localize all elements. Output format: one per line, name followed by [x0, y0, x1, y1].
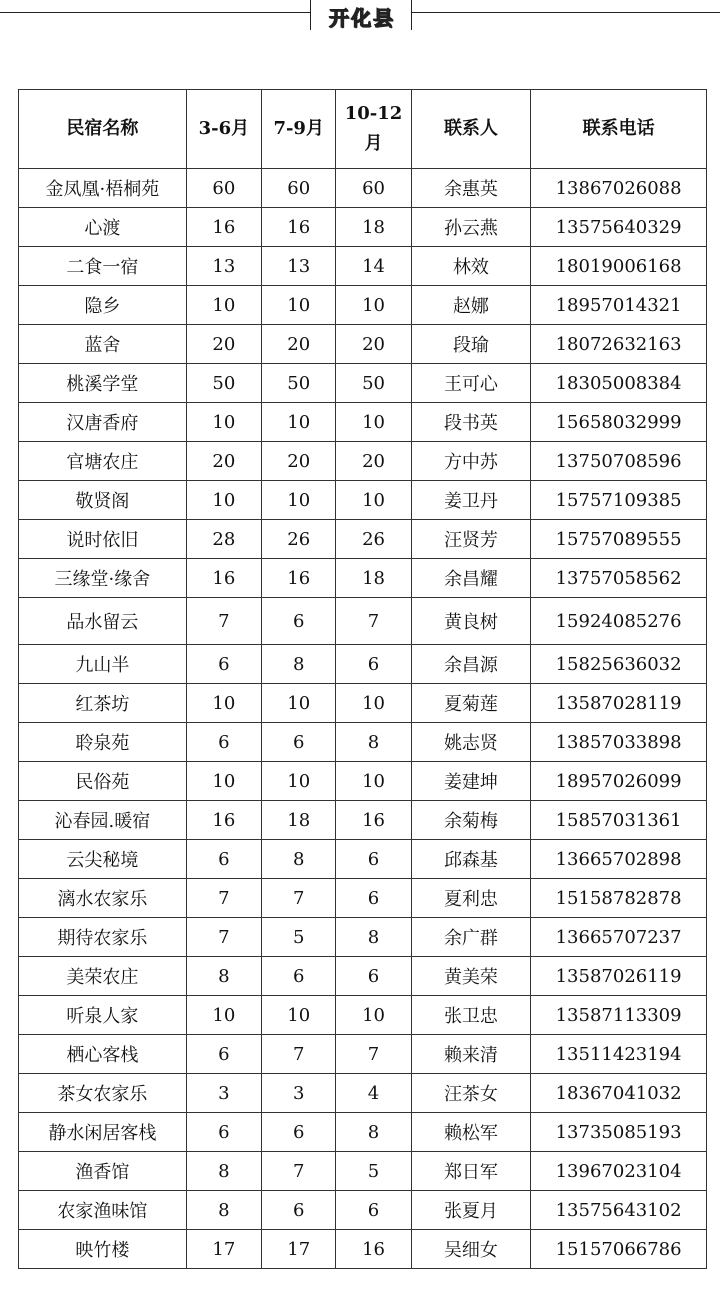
cell-contact: 吴细女: [411, 1230, 531, 1269]
cell-name: 农家渔味馆: [19, 1191, 187, 1230]
table-row: [19, 208, 707, 247]
table-row: [19, 442, 707, 481]
cell-mar-jun: 16: [186, 208, 261, 247]
cell-mar-jun: 28: [186, 520, 261, 559]
cell-name: 映竹楼: [19, 1230, 187, 1269]
cell-jul-sep: 6: [262, 957, 336, 996]
cell-jul-sep: 10: [262, 996, 336, 1035]
cell-oct-dec: 7: [336, 598, 411, 645]
cell-jul-sep: 16: [262, 559, 336, 598]
cell-oct-dec: 8: [336, 723, 411, 762]
table-row: [19, 996, 707, 1035]
cell-name: 听泉人家: [19, 996, 187, 1035]
cell-phone: 13967023104: [531, 1152, 707, 1191]
cell-contact: 邱森基: [411, 840, 531, 879]
cell-phone: 18019006168: [531, 247, 707, 286]
cell-phone: 13867026088: [531, 169, 707, 208]
cell-contact: 段书英: [411, 403, 531, 442]
col-header-oct-dec-line2: 月: [364, 133, 383, 154]
cell-jul-sep: 7: [262, 1035, 336, 1074]
cell-name: 九山半: [19, 645, 187, 684]
cell-oct-dec: 20: [336, 442, 411, 481]
cell-oct-dec: 20: [336, 325, 411, 364]
cell-phone: 13587026119: [531, 957, 707, 996]
table-row: [19, 1113, 707, 1152]
cell-phone: 13575643102: [531, 1191, 707, 1230]
cell-phone: 18957014321: [531, 286, 707, 325]
cell-oct-dec: 10: [336, 684, 411, 723]
cell-contact: 余广群: [411, 918, 531, 957]
cell-mar-jun: 10: [186, 996, 261, 1035]
homestay-table: [18, 89, 707, 1269]
cell-jul-sep: 20: [262, 325, 336, 364]
cell-oct-dec: 18: [336, 559, 411, 598]
cell-oct-dec: 6: [336, 840, 411, 879]
cell-phone: 13857033898: [531, 723, 707, 762]
table-header: [19, 90, 707, 169]
col-header-oct-dec: [336, 90, 411, 169]
cell-name: 金凤凰·梧桐苑: [19, 169, 187, 208]
cell-mar-jun: 6: [186, 840, 261, 879]
cell-contact: 余惠英: [411, 169, 531, 208]
cell-phone: 18367041032: [531, 1074, 707, 1113]
cell-name: 漓水农家乐: [19, 879, 187, 918]
cell-contact: 赖松军: [411, 1113, 531, 1152]
cell-mar-jun: 6: [186, 723, 261, 762]
cell-mar-jun: 6: [186, 645, 261, 684]
header-tick-left: [310, 0, 311, 30]
cell-mar-jun: 16: [186, 801, 261, 840]
col-header-mar-jun: 3-6月: [186, 90, 261, 169]
col-header-contact: 联系人: [411, 90, 531, 169]
cell-oct-dec: 4: [336, 1074, 411, 1113]
cell-oct-dec: 6: [336, 957, 411, 996]
cell-mar-jun: 16: [186, 559, 261, 598]
cell-phone: 15658032999: [531, 403, 707, 442]
cell-oct-dec: 10: [336, 481, 411, 520]
cell-oct-dec: 10: [336, 762, 411, 801]
cell-jul-sep: 6: [262, 598, 336, 645]
header-row: [19, 90, 707, 169]
cell-contact: 张卫忠: [411, 996, 531, 1035]
cell-mar-jun: 20: [186, 325, 261, 364]
cell-name: 敬贤阁: [19, 481, 187, 520]
cell-oct-dec: 6: [336, 879, 411, 918]
cell-contact: 余昌源: [411, 645, 531, 684]
cell-jul-sep: 13: [262, 247, 336, 286]
cell-jul-sep: 10: [262, 403, 336, 442]
cell-mar-jun: 3: [186, 1074, 261, 1113]
cell-contact: 汪茶女: [411, 1074, 531, 1113]
cell-contact: 夏菊莲: [411, 684, 531, 723]
cell-mar-jun: 8: [186, 1152, 261, 1191]
cell-jul-sep: 6: [262, 1191, 336, 1230]
cell-jul-sep: 50: [262, 364, 336, 403]
cell-oct-dec: 18: [336, 208, 411, 247]
table-row: [19, 879, 707, 918]
cell-contact: 姚志贤: [411, 723, 531, 762]
cell-phone: 13587113309: [531, 996, 707, 1035]
cell-phone: 13665702898: [531, 840, 707, 879]
cell-oct-dec: 10: [336, 996, 411, 1035]
cell-mar-jun: 6: [186, 1113, 261, 1152]
cell-contact: 方中苏: [411, 442, 531, 481]
cell-jul-sep: 8: [262, 840, 336, 879]
table-row: [19, 957, 707, 996]
cell-contact: 夏利忠: [411, 879, 531, 918]
cell-jul-sep: 7: [262, 879, 336, 918]
cell-oct-dec: 16: [336, 1230, 411, 1269]
table-row: [19, 169, 707, 208]
cell-oct-dec: 26: [336, 520, 411, 559]
cell-jul-sep: 8: [262, 645, 336, 684]
cell-contact: 孙云燕: [411, 208, 531, 247]
cell-contact: 赵娜: [411, 286, 531, 325]
cell-name: 桃溪学堂: [19, 364, 187, 403]
cell-oct-dec: 8: [336, 918, 411, 957]
table-row: [19, 840, 707, 879]
cell-name: 渔香馆: [19, 1152, 187, 1191]
cell-jul-sep: 60: [262, 169, 336, 208]
cell-jul-sep: 26: [262, 520, 336, 559]
cell-mar-jun: 10: [186, 286, 261, 325]
table-row: [19, 1230, 707, 1269]
cell-jul-sep: 10: [262, 684, 336, 723]
col-header-jul-sep: 7-9月: [262, 90, 336, 169]
table-row: [19, 1074, 707, 1113]
cell-name: 期待农家乐: [19, 918, 187, 957]
table-row: [19, 762, 707, 801]
cell-phone: 13750708596: [531, 442, 707, 481]
cell-mar-jun: 6: [186, 1035, 261, 1074]
cell-name: 三缘堂·缘舍: [19, 559, 187, 598]
cell-name: 心渡: [19, 208, 187, 247]
cell-name: 美荣农庄: [19, 957, 187, 996]
cell-jul-sep: 10: [262, 286, 336, 325]
cell-contact: 张夏月: [411, 1191, 531, 1230]
cell-phone: 13735085193: [531, 1113, 707, 1152]
col-header-name: 民宿名称: [19, 90, 187, 169]
table-row: [19, 403, 707, 442]
cell-jul-sep: 7: [262, 1152, 336, 1191]
cell-contact: 余菊梅: [411, 801, 531, 840]
cell-name: 栖心客栈: [19, 1035, 187, 1074]
cell-name: 云尖秘境: [19, 840, 187, 879]
cell-name: 蓝舍: [19, 325, 187, 364]
cell-phone: 18072632163: [531, 325, 707, 364]
cell-oct-dec: 5: [336, 1152, 411, 1191]
cell-oct-dec: 6: [336, 1191, 411, 1230]
cell-phone: 15157066786: [531, 1230, 707, 1269]
table-row: [19, 1035, 707, 1074]
cell-mar-jun: 13: [186, 247, 261, 286]
table-row: [19, 286, 707, 325]
header-banner: [0, 0, 720, 40]
cell-jul-sep: 6: [262, 723, 336, 762]
cell-jul-sep: 20: [262, 442, 336, 481]
cell-mar-jun: 7: [186, 598, 261, 645]
cell-phone: 15757089555: [531, 520, 707, 559]
cell-contact: 黄美荣: [411, 957, 531, 996]
cell-mar-jun: 10: [186, 403, 261, 442]
cell-mar-jun: 8: [186, 957, 261, 996]
county-title: 开化县: [329, 6, 395, 30]
cell-oct-dec: 8: [336, 1113, 411, 1152]
cell-mar-jun: 8: [186, 1191, 261, 1230]
cell-phone: 15924085276: [531, 598, 707, 645]
cell-oct-dec: 16: [336, 801, 411, 840]
table-row: [19, 684, 707, 723]
cell-name: 说时依旧: [19, 520, 187, 559]
cell-contact: 林效: [411, 247, 531, 286]
cell-mar-jun: 20: [186, 442, 261, 481]
cell-name: 聆泉苑: [19, 723, 187, 762]
cell-name: 隐乡: [19, 286, 187, 325]
table-row: [19, 364, 707, 403]
cell-phone: 15825636032: [531, 645, 707, 684]
cell-oct-dec: 6: [336, 645, 411, 684]
cell-phone: 15857031361: [531, 801, 707, 840]
cell-mar-jun: 10: [186, 762, 261, 801]
cell-phone: 15757109385: [531, 481, 707, 520]
cell-phone: 13511423194: [531, 1035, 707, 1074]
cell-contact: 黄良树: [411, 598, 531, 645]
table-row: [19, 520, 707, 559]
cell-contact: 姜建坤: [411, 762, 531, 801]
cell-jul-sep: 6: [262, 1113, 336, 1152]
cell-phone: 13587028119: [531, 684, 707, 723]
cell-jul-sep: 10: [262, 762, 336, 801]
table-row: [19, 559, 707, 598]
col-header-oct-dec-line1: 10-12: [344, 103, 403, 124]
cell-contact: 姜卫丹: [411, 481, 531, 520]
cell-jul-sep: 17: [262, 1230, 336, 1269]
table-row: [19, 247, 707, 286]
cell-mar-jun: 17: [186, 1230, 261, 1269]
cell-jul-sep: 18: [262, 801, 336, 840]
table-row: [19, 481, 707, 520]
cell-oct-dec: 60: [336, 169, 411, 208]
cell-oct-dec: 14: [336, 247, 411, 286]
cell-contact: 王可心: [411, 364, 531, 403]
col-header-phone: 联系电话: [531, 90, 707, 169]
cell-oct-dec: 10: [336, 403, 411, 442]
header-rule-left: [0, 12, 310, 13]
cell-mar-jun: 60: [186, 169, 261, 208]
cell-name: 静水闲居客栈: [19, 1113, 187, 1152]
cell-jul-sep: 5: [262, 918, 336, 957]
cell-jul-sep: 16: [262, 208, 336, 247]
table-row: [19, 1191, 707, 1230]
table-row: [19, 325, 707, 364]
header-rule-right: [412, 12, 720, 13]
cell-mar-jun: 7: [186, 918, 261, 957]
table-row: [19, 723, 707, 762]
cell-name: 茶女农家乐: [19, 1074, 187, 1113]
cell-name: 沁春园.暖宿: [19, 801, 187, 840]
cell-name: 红茶坊: [19, 684, 187, 723]
cell-name: 汉唐香府: [19, 403, 187, 442]
cell-phone: 13575640329: [531, 208, 707, 247]
table-body: [19, 169, 707, 1269]
cell-contact: 段瑜: [411, 325, 531, 364]
cell-mar-jun: 10: [186, 481, 261, 520]
cell-oct-dec: 10: [336, 286, 411, 325]
cell-contact: 余昌耀: [411, 559, 531, 598]
cell-jul-sep: 3: [262, 1074, 336, 1113]
cell-phone: 18957026099: [531, 762, 707, 801]
cell-contact: 郑日军: [411, 1152, 531, 1191]
cell-oct-dec: 7: [336, 1035, 411, 1074]
cell-contact: 汪贤芳: [411, 520, 531, 559]
cell-name: 官塘农庄: [19, 442, 187, 481]
table-row: [19, 918, 707, 957]
table-row: [19, 1152, 707, 1191]
header-tick-right: [411, 0, 412, 30]
cell-phone: 18305008384: [531, 364, 707, 403]
table-row: [19, 801, 707, 840]
cell-phone: 15158782878: [531, 879, 707, 918]
cell-phone: 13757058562: [531, 559, 707, 598]
table-row: [19, 645, 707, 684]
cell-mar-jun: 10: [186, 684, 261, 723]
cell-jul-sep: 10: [262, 481, 336, 520]
cell-name: 二食一宿: [19, 247, 187, 286]
cell-name: 品水留云: [19, 598, 187, 645]
cell-oct-dec: 50: [336, 364, 411, 403]
table-row: [19, 598, 707, 645]
cell-name: 民俗苑: [19, 762, 187, 801]
cell-mar-jun: 50: [186, 364, 261, 403]
cell-contact: 赖来清: [411, 1035, 531, 1074]
cell-phone: 13665707237: [531, 918, 707, 957]
cell-mar-jun: 7: [186, 879, 261, 918]
